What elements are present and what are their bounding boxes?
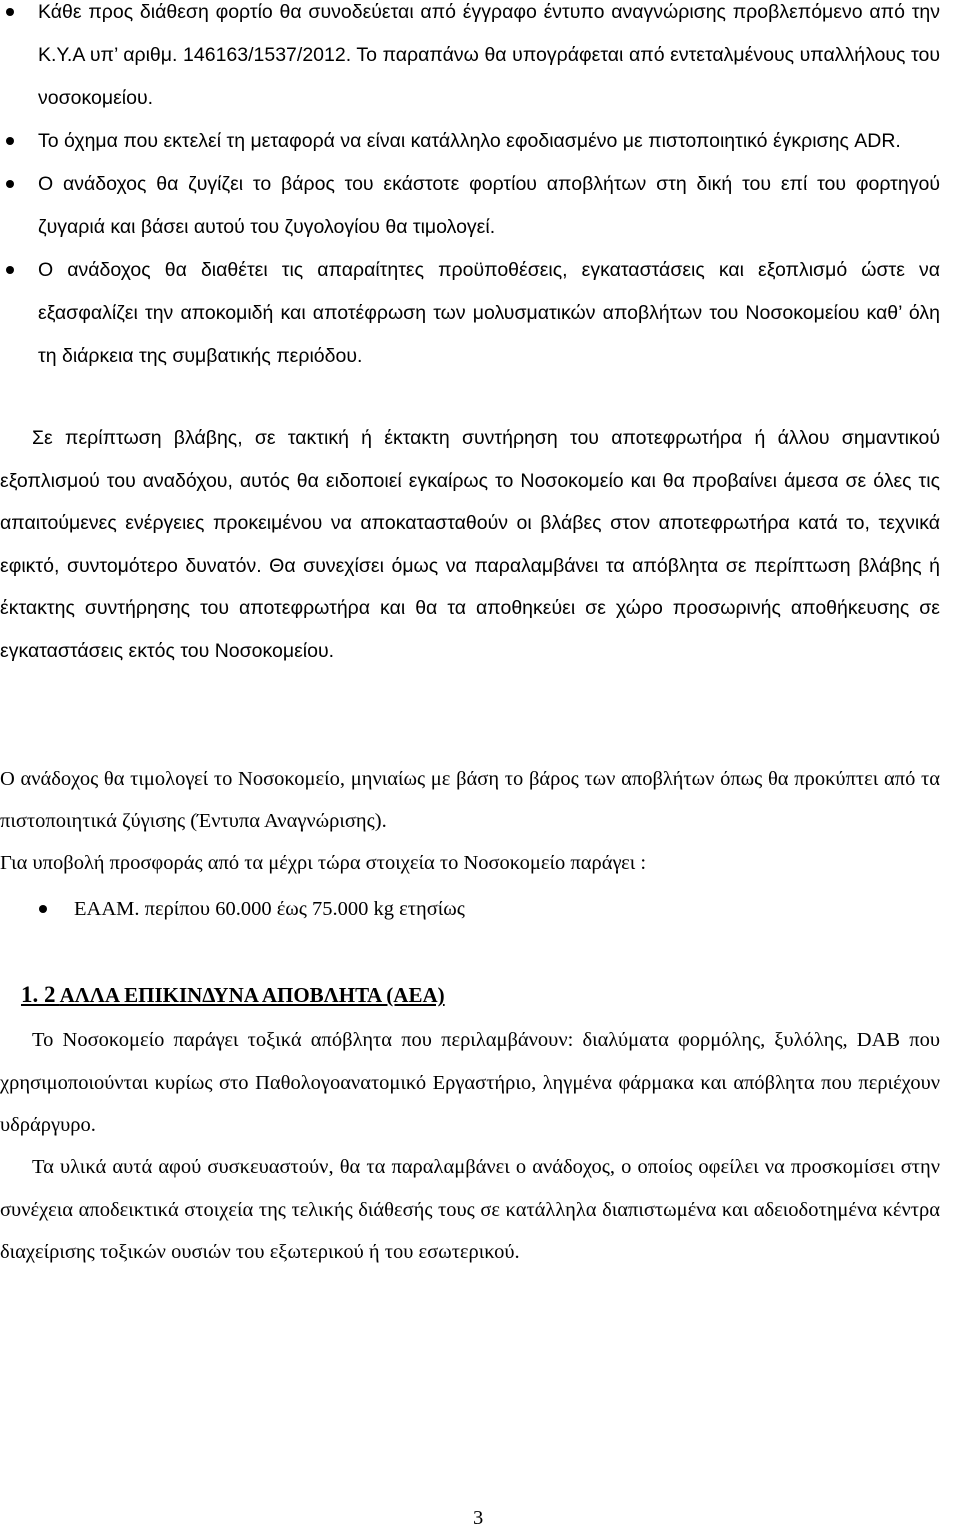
section-heading <box>21 975 445 1015</box>
page-number: 3 <box>473 1507 484 1529</box>
section-title: ΑΛΛΑ ΕΠΙΚΙΝΔΥΝΑ ΑΠΟΒΛΗΤΑ (ΑΕΑ) <box>59 983 445 1007</box>
eaam-text: ΕΑΑΜ. περίπου 60.000 έως 75.000 kg ετησίως <box>74 898 465 920</box>
requirements-bullet-list <box>0 0 940 378</box>
list-item <box>0 120 940 163</box>
bullet-text: Κάθε προς διάθεση φορτίο θα συνοδεύεται από έγγραφο έντυπο αναγνώρισης προβλεπόμενο από την Κ.Υ.Α υπ’ αριθμ. 146163/1537/2012. Το παραπάνω θα υπογράφεται από εντεταλμένους υπαλλήλους του νοσοκομείου. <box>38 1 940 109</box>
list-item <box>0 163 940 249</box>
bullet-icon <box>6 137 14 145</box>
invoicing-paragraph: Ο ανάδοχος θα τιμολογεί το Νοσοκομείο, μηνιαίως με βάση το βάρος των αποβλήτων όπως θα προκύπτει από τα πιστοποιητικά ζύγισης (Έντυπα Αναγνώρισης). <box>0 768 940 832</box>
packaging-paragraph: Τα υλικά αυτά αφού συσκευαστούν, θα τα παραλαμβάνει ο ανάδοχος, ο οποίος οφείλει να προσκομίσει στην συνέχεια αποδεικτικά στοιχεία της τελικής διάθεσής τους σε κατάλληλα διαπιστωμένα και αδειοδοτημένα κέντρα διαχείρισης τοξικών ουσιών του εξωτερικού ή του εσωτερικού. <box>0 1156 940 1263</box>
bullet-text: Ο ανάδοχος θα διαθέτει τις απαραίτητες προϋποθέσεις, εγκαταστάσεις και εξοπλισμό ώστε να εξασφαλίζει την αποκομιδή και αποτέφρωση των μολυσματικών αποβλήτων του Νοσοκομείου καθ’ όλη τη διάρκεια της συμβατικής περιόδου. <box>38 259 940 367</box>
toxic-waste-paragraph: Το Νοσοκομείο παράγει τοξικά απόβλητα που περιλαμβάνουν: διαλύματα φορμόλης, ξυλόλης, DAB που χρησιμοποιούνται κυρίως στο Παθολογοανατομικό Εργαστήριο, ληγμένα φάρμακα και απόβλητα που περιέχουν υδράργυρο. <box>0 1029 940 1136</box>
bullet-icon <box>39 905 47 913</box>
eaam-bullet-item <box>0 888 940 930</box>
bullet-text: Το όχημα που εκτελεί τη μεταφορά να είναι κατάλληλο εφοδιασμένο με πιστοποιητικό έγκρισης ADR. <box>38 130 901 152</box>
list-item <box>0 249 940 378</box>
list-item <box>0 0 940 120</box>
offer-intro-paragraph: Για υποβολή προσφοράς από τα μέχρι τώρα στοιχεία το Νοσοκομείο παράγει : <box>0 852 647 874</box>
breakdown-paragraph: Σε περίπτωση βλάβης, σε τακτική ή έκτακτη συντήρηση του αποτεφρωτήρα ή άλλου σημαντικού εξοπλισμού του αναδόχου, αυτός θα ειδοποιεί εγκαίρως το Νοσοκομείο και θα προβαίνει άμεσα σε όλες τις απαιτούμενες ενέργειες προκειμένου να αποκατασταθούν οι βλάβες στον αποτεφρωτήρα κατά το, τεχνικά εφικτό, συντομότερο δυνατόν. Θα συνεχίσει όμως να παραλαμβάνει τα απόβλητα σε περίπτωση βλάβης ή έκτακτης συντήρησης του αποτεφρωτήρα και θα τα αποθηκεύει σε χώρο προσωρινής αποθήκευσης σε εγκαταστάσεις εκτός του Νοσοκομείου. <box>0 427 940 662</box>
bullet-icon <box>6 180 14 188</box>
bullet-icon <box>6 266 14 274</box>
section-number: 1. 2 <box>21 982 56 1007</box>
bullet-text: Ο ανάδοχος θα ζυγίζει το βάρος του εκάστοτε φορτίου αποβλήτων στη δική του επί του φορτηγού ζυγαριά και βάσει αυτού του ζυγολογίου θα τιμολογεί. <box>38 173 940 238</box>
bullet-icon <box>6 8 14 16</box>
